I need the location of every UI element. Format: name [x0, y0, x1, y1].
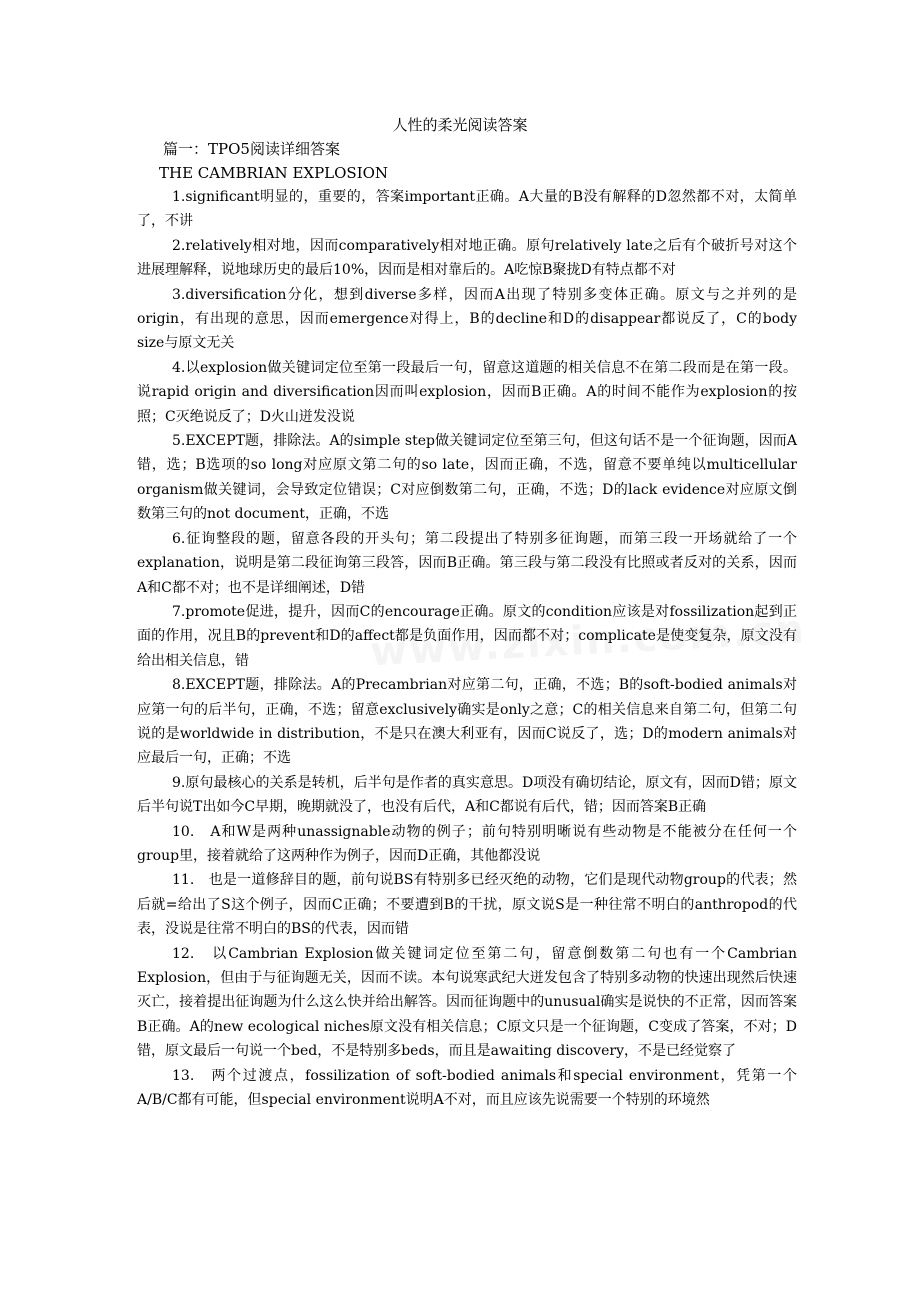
answer-paragraph-13: 13. 两个过渡点，fossilization of soft-bodied animals和special environment，凭第一个A/B/C都有可能，但special environment说明A不对，而且应该先说需要一个特别的环境然: [137, 1067, 797, 1109]
answer-paragraph-10: 10. A和W是两种unassignable动物的例子；前句特别明晰说有些动物是不能被分在任何一个group里，接着就给了这两种作为例子，因而D正确，其他都没说: [137, 823, 797, 864]
answer-paragraph-12: 12. 以Cambrian Explosion做关键词定位至第二句，留意倒数第二句也有一个Cambrian Explosion，但由于与征询题无关，因而不读。本句说寒武纪大迸发包含了特别多动物的快速出现然后快速灭亡，接着提出征询题为什么这么快并给出解答。因而征询题中的unusual确实是说快的不正常，因而答案B正确。A的new ecological niches原文没有相关信息；C原文只是一个征询题，C变成了答案，不对；D错，原文最后一句说一个bed，不是特别多beds，而且是awaiting discovery，不是已经觉察了: [137, 945, 797, 1060]
answer-paragraph-2: 2.relatively相对地，因而comparatively相对地正确。原句relatively late之后有个破折号对这个进展理解释，说地球历史的最后10%，因而是相对靠后的。A吃惊B聚拢D有特点都不对: [137, 237, 797, 279]
answer-paragraph-4: 4.以explosion做关键词定位至第一段最后一句，留意这道题的相关信息不在第二段而是在第一段。说rapid origin and diversification因而叫explosion，因而B正确。A的时间不能作为explosion的按照；C灭绝说反了；D火山迸发没说: [137, 359, 797, 425]
answer-paragraph-3: 3.diversification分化，想到diverse多样，因而A出现了特别多变体正确。原文与之并列的是origin，有出现的意思，因而emergence对得上，B的decline和D的disappear都说反了，C的body size与原文无关: [137, 286, 797, 352]
answer-paragraph-1: 1.significant明显的，重要的，答案important正确。A大量的B没有解释的D忽然都不对，太简单了，不讲: [137, 189, 797, 230]
page-title: 人性的柔光阅读答案: [392, 116, 528, 134]
answer-body: [137, 185, 797, 1112]
answer-paragraph-11: 11. 也是一道修辞目的题，前句说BS有特别多已经灭绝的动物，它们是现代动物group的代表；然后就=给出了S这个例子，因而C正确；不要遭到B的干扰，原文说S是一种往常不明白的anthropod的代表，没说是往常不明白的BS的代表，因而错: [137, 872, 797, 938]
answer-paragraph-9: 9.原句最核心的关系是转机，后半句是作者的真实意思。D项没有确切结论，原文有，因而D错；原文后半句说T出如今C早期，晚期就没了，也没有后代，A和C都说有后代，错；因而答案B正确: [137, 774, 797, 816]
answer-paragraph-8: 8.EXCEPT题，排除法。A的Precambrian对应第二句，正确，不选；B的soft-bodied animals对应第一句的后半句，正确，不选；留意exclusively确实是only之意；C的相关信息来自第二句，但第二句说的是worldwide in distribution，不是只在澳大利亚有，因而C说反了，选；D的modern animals对应最后一句，正确；不选: [137, 677, 797, 767]
document-subtitle: 篇一：TPO5阅读详细答案: [163, 140, 340, 158]
answer-paragraph-7: 7.promote促进，提升，因而C的encourage正确。原文的condition应该是对fossilization起到正面的作用，况且B的prevent和D的affect都是负面作用，因而都不对；complicate是使变复杂，原文没有给出相关信息，错: [137, 603, 797, 669]
answer-paragraph-6: 6.征询整段的题，留意各段的开头句；第二段提出了特别多征询题，而第三段一开场就给了一个explanation，说明是第二段征询第三段答，因而B正确。第三段与第二段没有比照或者反对的关系，因而A和C都不对；也不是详细阐述，D错: [137, 530, 797, 596]
answer-paragraph-5: 5.EXCEPT题，排除法。A的simple step做关键词定位至第三句，但这句话不是一个征询题，因而A错，选；B选项的so long对应原文第二句的so late，因而正确，不选，留意不要单纯以multicellular organism做关键词，会导致定位错误；C对应倒数第二句，正确，不选；D的lack evidence对应原文倒数第三句的not document，正确，不选: [137, 433, 797, 523]
section-heading: THE CAMBRIAN EXPLOSION: [159, 164, 389, 182]
